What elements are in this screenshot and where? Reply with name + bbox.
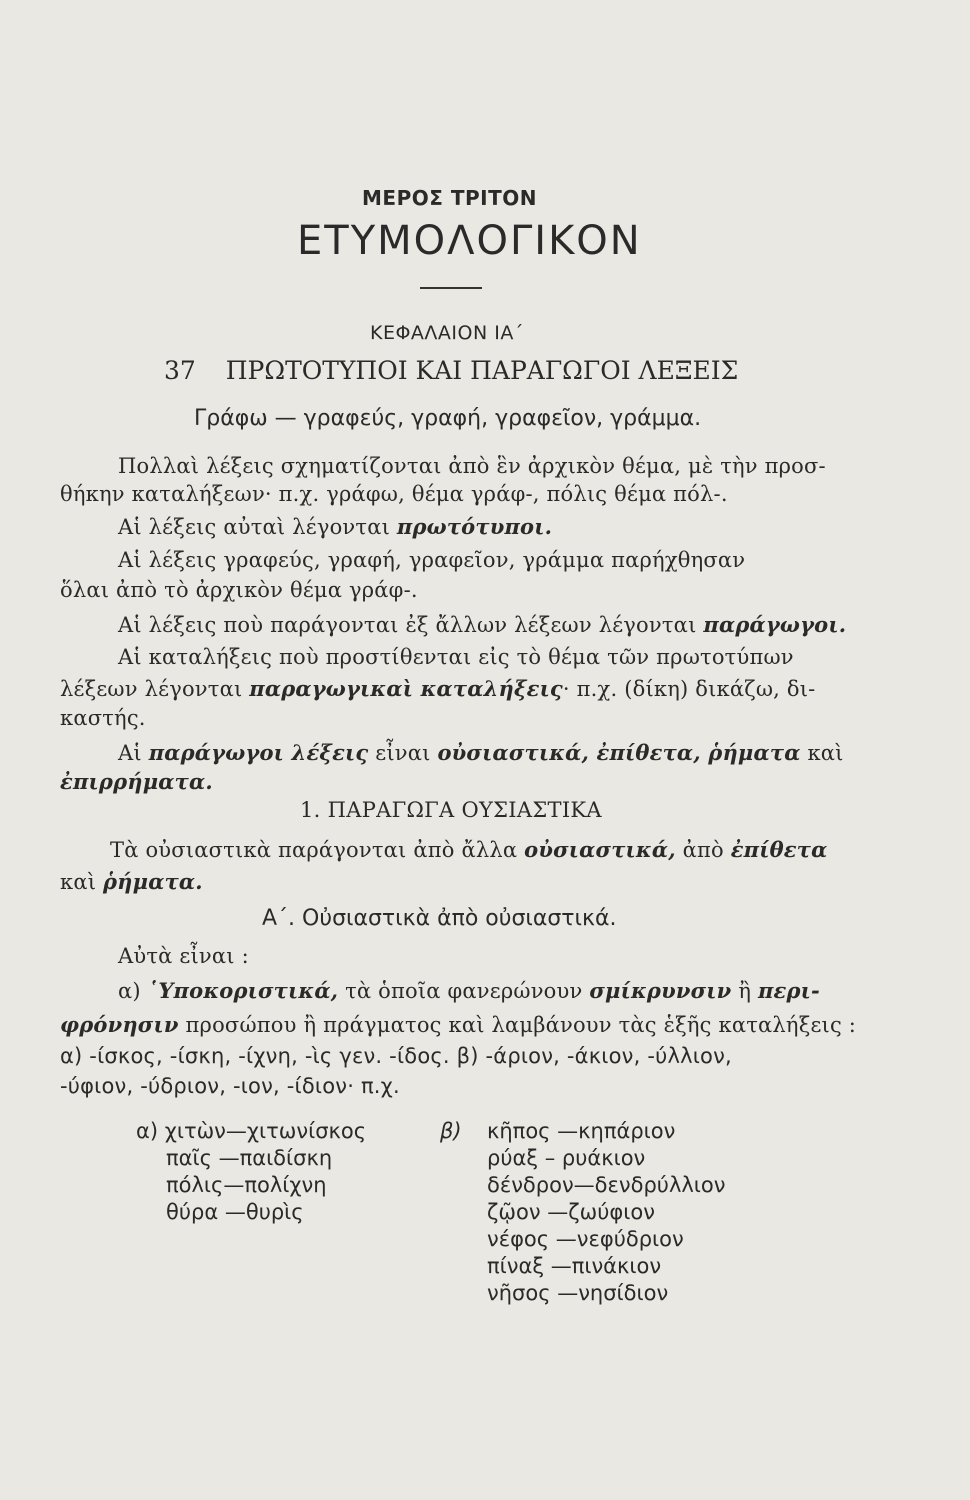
text-run: α) xyxy=(118,979,148,1003)
example-item: κῆπος —κηπάριον xyxy=(487,1119,676,1143)
example-item: θύρα —θυρὶς xyxy=(166,1200,304,1224)
section-number: 37 xyxy=(164,356,196,385)
text-run: ἢ xyxy=(731,979,758,1003)
term-derivatives: παράγωγοι. xyxy=(703,612,847,637)
paragraph-5-line-3: καστής. xyxy=(60,706,146,730)
text-run: καὶ xyxy=(60,870,104,894)
title-divider xyxy=(420,287,482,289)
example-item: νῆσος —νησίδιον xyxy=(487,1281,669,1305)
text-run: Αἱ λέξεις αὐταὶ λέγονται xyxy=(118,515,397,539)
examples-right-marker: β) xyxy=(440,1119,462,1143)
term-diminution: σμίκρυνσιν xyxy=(589,978,732,1003)
term-verbs: ῥήματα. xyxy=(103,869,203,894)
term-diminutives: ῾Υποκοριστικά, xyxy=(147,978,339,1003)
text-run: Αἱ λέξεις ποὺ παράγονται ἐξ ἄλλων λέξεων λέγονται xyxy=(118,613,704,637)
paragraph-7-line-1 xyxy=(110,837,827,862)
section-heading xyxy=(164,356,738,385)
example-line: Γράφω — γραφεύς, γραφή, γραφεῖον, γράμμα. xyxy=(194,406,702,431)
text-run: ἀπὸ xyxy=(675,838,731,862)
paragraph-7-line-2 xyxy=(60,869,203,894)
term-derivational-endings: παραγωγικαὶ καταλήξεις xyxy=(249,676,563,701)
paragraph-6-line-1 xyxy=(118,740,844,765)
chapter-heading: ΚΕΦΑΛΑΙΟΝ ΙΑ΄ xyxy=(370,322,524,344)
example-item: ζῷον —ζωύφιον xyxy=(487,1200,655,1224)
example-item: παῖς —παιδίσκη xyxy=(166,1146,333,1170)
example-item: ρύαξ – ρυάκιον xyxy=(487,1146,646,1170)
example-item: πίναξ —πινάκιον xyxy=(487,1254,662,1278)
term-nouns: οὐσιαστικά, xyxy=(524,837,676,862)
example-item: νέφος —νεφύδριον xyxy=(487,1227,684,1251)
paragraph-1-line-1: Πολλαὶ λέξεις σχηματίζονται ἀπὸ ἓν ἀρχικὸν θέμα, μὲ τὴν προσ- xyxy=(118,454,826,478)
term-contempt-end: φρόνησιν xyxy=(60,1012,179,1037)
paragraph-8: Αὐτὰ εἶναι : xyxy=(118,944,249,968)
paragraph-5-line-1: Αἱ καταλήξεις ποὺ προστίθενται εἰς τὸ θέμα τῶν πρωτοτύπων xyxy=(118,645,794,669)
examples-right-column xyxy=(487,1118,726,1307)
examples-left-column xyxy=(136,1118,366,1226)
paragraph-4 xyxy=(118,612,846,637)
text-run: τὰ ὁποῖα φανερώνουν xyxy=(338,979,590,1003)
paragraph-2 xyxy=(118,514,552,539)
paragraph-9-line-2 xyxy=(60,1012,856,1037)
example-item: πόλις—πολίχνη xyxy=(166,1173,327,1197)
text-run: · π.χ. (δίκη) δικάζω, δι- xyxy=(562,677,816,701)
paragraph-9-line-4: -ύφιον, -ύδριον, -ιον, -ίδιον· π.χ. xyxy=(60,1074,400,1098)
text-run: Αἱ xyxy=(118,741,149,765)
section-title: ΠΡΩΤΟΤΥΠΟΙ ΚΑΙ ΠΑΡΑΓΩΓΟΙ ΛΕΞΕΙΣ xyxy=(225,356,739,385)
subsection-1-title: 1. ΠΑΡΑΓΩΓΑ ΟΥΣΙΑΣΤΙΚΑ xyxy=(300,798,602,822)
subsection-a-title: Α΄. Οὐσιαστικὰ ἀπὸ οὐσιαστικά. xyxy=(262,906,617,931)
text-run: λέξεων λέγονται xyxy=(60,677,250,701)
text-run: εἶναι xyxy=(368,741,438,765)
paragraph-3-line-1: Αἱ λέξεις γραφεύς, γραφή, γραφεῖον, γράμμα παρήχθησαν xyxy=(118,548,746,572)
paragraph-5-line-2 xyxy=(60,676,815,701)
term-word-classes: οὐσιαστικά, ἐπίθετα, ῥήματα xyxy=(437,740,801,765)
term-contempt-start: περι- xyxy=(757,978,820,1003)
text-run: προσώπου ἢ πράγματος καὶ λαμβάνουν τὰς ἑξῆς καταλήξεις : xyxy=(178,1013,857,1037)
term-derived-words: παράγωγοι λέξεις xyxy=(148,740,369,765)
paragraph-1-line-2: θήκην καταλήξεων· π.χ. γράφω, θέμα γράφ-, πόλις θέμα πόλ-. xyxy=(60,482,728,506)
part-title: ΜΕΡΟΣ ΤΡΙΤΟΝ xyxy=(362,186,537,210)
example-item: α) χιτὼν—χιτωνίσκος xyxy=(136,1119,367,1143)
term-prototypes: πρωτότυποι. xyxy=(396,514,553,539)
term-adjectives: ἐπίθετα xyxy=(730,837,828,862)
paragraph-9-line-1 xyxy=(118,978,820,1003)
text-run: καὶ xyxy=(800,741,844,765)
example-item: δένδρον—δενδρύλλιον xyxy=(487,1173,726,1197)
paragraph-9-line-3: α) -ίσκος, -ίσκη, -ίχνη, -ὶς γεν. -ίδος. β) -άριον, -άκιον, -ύλλιον, xyxy=(60,1044,732,1068)
paragraph-3-line-2: ὅλαι ἀπὸ τὸ ἀρχικὸν θέμα γράφ-. xyxy=(60,578,418,602)
text-run: Τὰ οὐσιαστικὰ παράγονται ἀπὸ ἄλλα xyxy=(110,838,525,862)
paragraph-6-line-2: ἐπιρρήματα. xyxy=(60,769,213,794)
main-title: ΕΤΥΜΟΛΟΓΙΚΟΝ xyxy=(297,218,642,264)
